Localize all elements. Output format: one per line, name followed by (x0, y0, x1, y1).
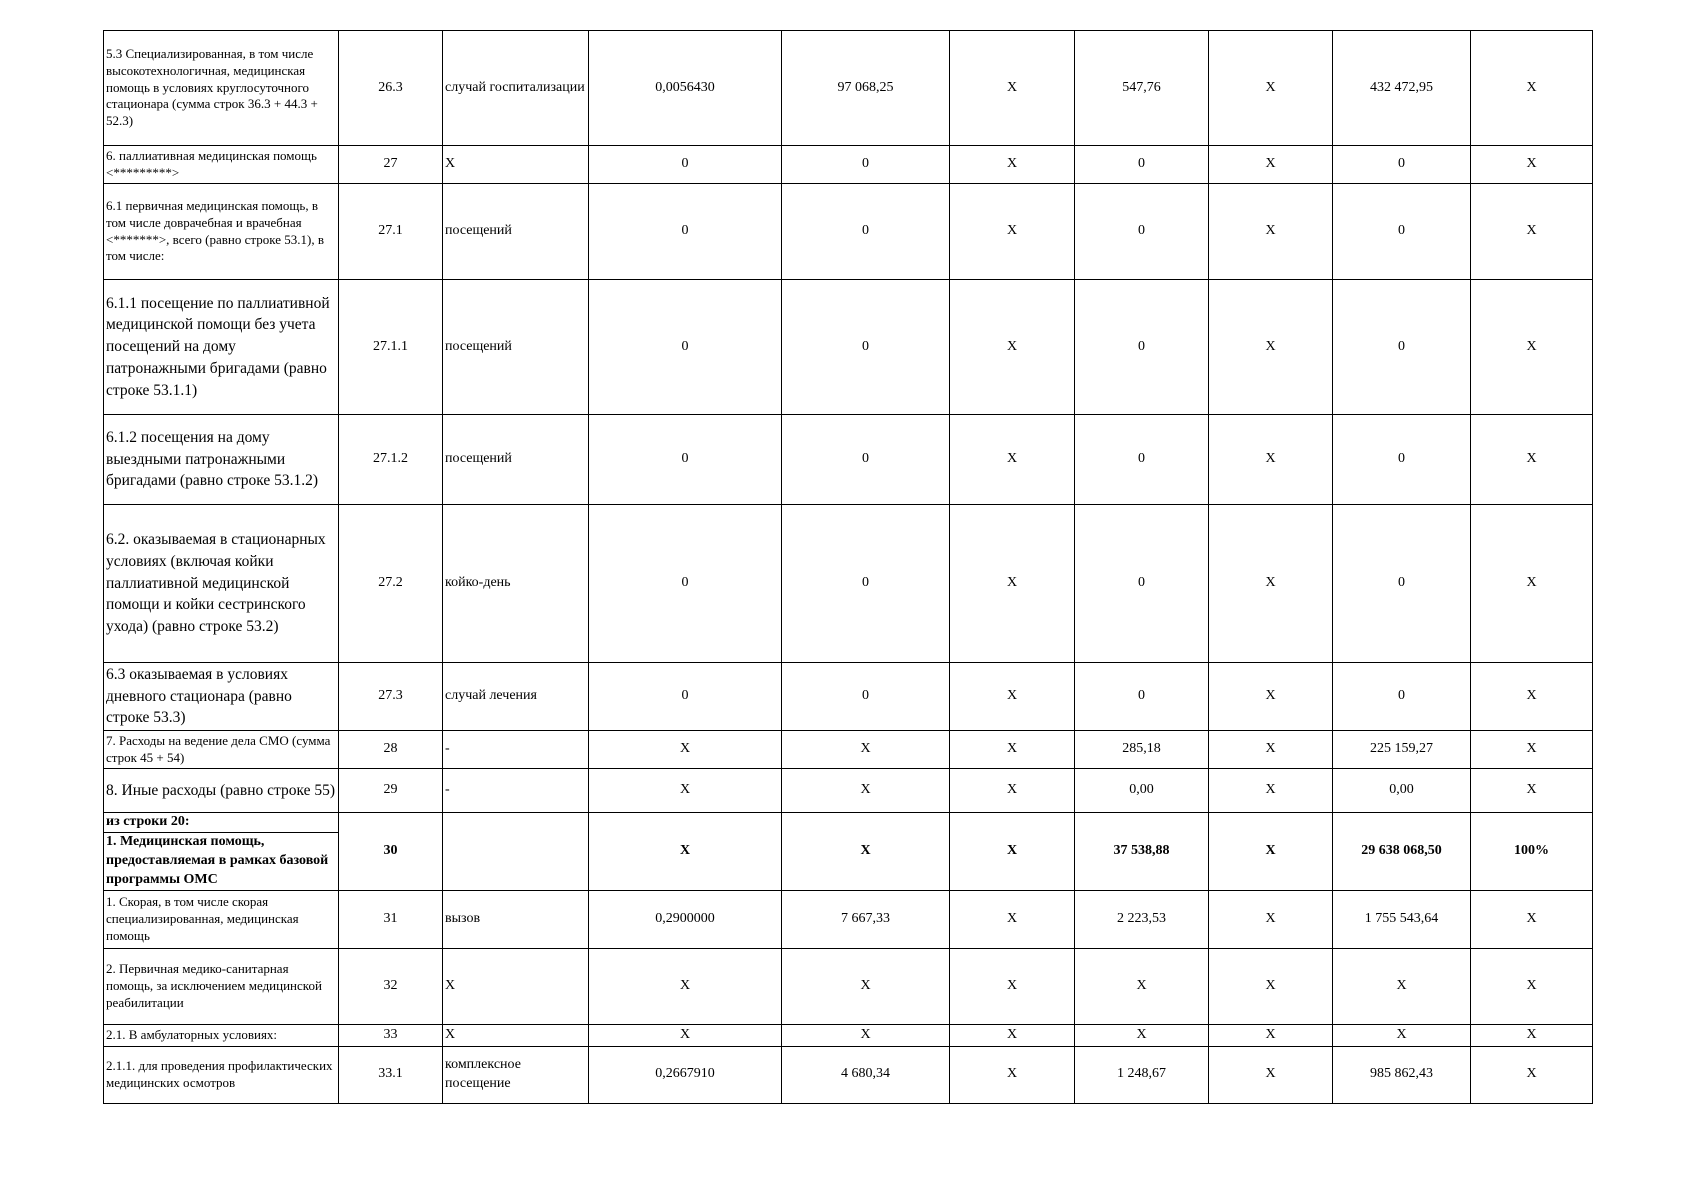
cell-total-oms: 1 755 543,64 (1333, 890, 1471, 948)
cell-row-label: 5.3 Специализированная, в том числе высокотехнологичная, медицинская помощь в условиях круглосуточного стационара (сумма строк 36.3 + 44.3 + 52.3) (104, 31, 339, 146)
cell-per-capita-budget: X (950, 731, 1075, 769)
cell-share: X (1471, 280, 1593, 415)
cell-share: X (1471, 769, 1593, 813)
cell-row-code: 30 (339, 813, 443, 891)
cell-norm-cost: X (782, 948, 950, 1024)
cell-per-capita-budget: X (950, 280, 1075, 415)
cell-per-capita-oms: X (1075, 1024, 1209, 1046)
cell-norm-volume: X (589, 813, 782, 891)
cell-total-oms: 985 862,43 (1333, 1046, 1471, 1103)
cell-unit: X (443, 146, 589, 184)
cell-total-budget: X (1209, 31, 1333, 146)
table-body (104, 31, 1593, 1104)
cell-row-code: 33 (339, 1024, 443, 1046)
cell-total-oms: X (1333, 1024, 1471, 1046)
cell-row-label: 6.3 оказываемая в условиях дневного стационара (равно строке 53.3) (104, 663, 339, 731)
cell-per-capita-oms: 0 (1075, 280, 1209, 415)
cell-row-label: 7. Расходы на ведение дела СМО (сумма строк 45 + 54) (104, 731, 339, 769)
cell-unit: X (443, 1024, 589, 1046)
cell-share: X (1471, 731, 1593, 769)
cell-row-code: 31 (339, 890, 443, 948)
cell-row-code: 27.1.1 (339, 280, 443, 415)
cell-share: X (1471, 1024, 1593, 1046)
cell-norm-volume: 0,2900000 (589, 890, 782, 948)
cell-total-oms: X (1333, 948, 1471, 1024)
cell-row-code: 33.1 (339, 1046, 443, 1103)
cell-norm-cost: 0 (782, 184, 950, 280)
cell-norm-cost: 4 680,34 (782, 1046, 950, 1103)
cell-total-budget: X (1209, 948, 1333, 1024)
table-row (104, 890, 1593, 948)
cell-norm-volume: 0,2667910 (589, 1046, 782, 1103)
cell-share: X (1471, 415, 1593, 505)
cell-total-oms: 0 (1333, 146, 1471, 184)
cell-unit: посещений (443, 184, 589, 280)
cell-unit (443, 813, 589, 891)
table-row (104, 31, 1593, 146)
cell-unit: - (443, 769, 589, 813)
cell-unit: - (443, 731, 589, 769)
cell-per-capita-budget: X (950, 1024, 1075, 1046)
table-row (104, 415, 1593, 505)
cell-per-capita-oms: X (1075, 948, 1209, 1024)
cell-norm-volume: 0 (589, 415, 782, 505)
cell-share: 100% (1471, 813, 1593, 891)
cell-share: X (1471, 890, 1593, 948)
cell-unit: посещений (443, 280, 589, 415)
cell-norm-volume: 0 (589, 184, 782, 280)
cell-total-oms: 0,00 (1333, 769, 1471, 813)
cell-total-budget: X (1209, 1046, 1333, 1103)
cell-per-capita-budget: X (950, 184, 1075, 280)
cell-total-budget: X (1209, 813, 1333, 891)
table-row (104, 146, 1593, 184)
cell-share: X (1471, 1046, 1593, 1103)
cell-per-capita-oms: 547,76 (1075, 31, 1209, 146)
cell-row-label (104, 813, 339, 891)
cell-per-capita-budget: X (950, 890, 1075, 948)
cell-share: X (1471, 146, 1593, 184)
cell-norm-cost: 97 068,25 (782, 31, 950, 146)
cell-total-oms: 0 (1333, 505, 1471, 663)
cell-row-label: 2.1. В амбулаторных условиях: (104, 1024, 339, 1046)
cell-unit: посещений (443, 415, 589, 505)
cell-share: X (1471, 184, 1593, 280)
cell-row-label: 6.2. оказываемая в стационарных условиях (включая койки паллиативной медицинской помощи и койки сестринского ухода) (равно строке 53.2) (104, 505, 339, 663)
cell-per-capita-oms: 1 248,67 (1075, 1046, 1209, 1103)
cell-row-label: 2.1.1. для проведения профилактических медицинских осмотров (104, 1046, 339, 1103)
data-table (103, 30, 1593, 1104)
cell-total-budget: X (1209, 415, 1333, 505)
cell-total-budget: X (1209, 731, 1333, 769)
cell-total-oms: 0 (1333, 280, 1471, 415)
cell-total-budget: X (1209, 505, 1333, 663)
cell-total-budget: X (1209, 146, 1333, 184)
cell-share: X (1471, 505, 1593, 663)
cell-row-label: 6.1.1 посещение по паллиативной медицинской помощи без учета посещений на дому патронажными бригадами (равно строке 53.1.1) (104, 280, 339, 415)
table-row (104, 663, 1593, 731)
cell-norm-cost: 0 (782, 663, 950, 731)
cell-total-oms: 0 (1333, 184, 1471, 280)
cell-row-label: 2. Первичная медико-санитарная помощь, за исключением медицинской реабилитации (104, 948, 339, 1024)
cell-total-budget: X (1209, 769, 1333, 813)
table-row (104, 731, 1593, 769)
cell-per-capita-oms: 285,18 (1075, 731, 1209, 769)
cell-per-capita-oms: 0 (1075, 146, 1209, 184)
cell-per-capita-budget: X (950, 1046, 1075, 1103)
table-row (104, 769, 1593, 813)
cell-per-capita-budget: X (950, 948, 1075, 1024)
cell-norm-volume: 0 (589, 505, 782, 663)
cell-per-capita-budget: X (950, 146, 1075, 184)
cell-norm-cost: X (782, 1024, 950, 1046)
cell-per-capita-oms: 37 538,88 (1075, 813, 1209, 891)
cell-total-oms: 0 (1333, 663, 1471, 731)
cell-unit: вызов (443, 890, 589, 948)
table-row (104, 1024, 1593, 1046)
cell-unit: койко-день (443, 505, 589, 663)
cell-total-oms: 432 472,95 (1333, 31, 1471, 146)
table-row (104, 1046, 1593, 1103)
cell-norm-cost: 0 (782, 146, 950, 184)
cell-total-budget: X (1209, 280, 1333, 415)
cell-norm-volume: X (589, 948, 782, 1024)
cell-total-budget: X (1209, 890, 1333, 948)
cell-total-budget: X (1209, 1024, 1333, 1046)
cell-norm-volume: 0,0056430 (589, 31, 782, 146)
cell-row-label: 1. Скорая, в том числе скорая специализированная, медицинская помощь (104, 890, 339, 948)
cell-per-capita-budget: X (950, 813, 1075, 891)
cell-unit: X (443, 948, 589, 1024)
cell-per-capita-budget: X (950, 663, 1075, 731)
cell-norm-volume: X (589, 769, 782, 813)
section-title: 1. Медицинская помощь, предоставляемая в рамках базовой программы ОМС (106, 833, 329, 887)
cell-norm-volume: X (589, 1024, 782, 1046)
cell-total-budget: X (1209, 663, 1333, 731)
cell-per-capita-budget: X (950, 769, 1075, 813)
cell-norm-cost: X (782, 769, 950, 813)
cell-row-code: 28 (339, 731, 443, 769)
cell-total-oms: 0 (1333, 415, 1471, 505)
cell-total-oms: 225 159,27 (1333, 731, 1471, 769)
cell-per-capita-budget: X (950, 31, 1075, 146)
cell-total-oms: 29 638 068,50 (1333, 813, 1471, 891)
cell-norm-volume: 0 (589, 280, 782, 415)
cell-row-code: 26.3 (339, 31, 443, 146)
cell-row-code: 27 (339, 146, 443, 184)
table-row (104, 813, 1593, 891)
cell-row-code: 27.1.2 (339, 415, 443, 505)
cell-norm-cost: 0 (782, 415, 950, 505)
cell-row-code: 32 (339, 948, 443, 1024)
cell-per-capita-oms: 0,00 (1075, 769, 1209, 813)
cell-norm-cost: X (782, 731, 950, 769)
table-row (104, 280, 1593, 415)
cell-row-code: 27.1 (339, 184, 443, 280)
cell-row-label: 6.1 первичная медицинская помощь, в том числе доврачебная и врачебная <*******>, всего (равно строке 53.1), в том числе: (104, 184, 339, 280)
cell-share: X (1471, 948, 1593, 1024)
cell-per-capita-oms: 0 (1075, 663, 1209, 731)
cell-per-capita-budget: X (950, 415, 1075, 505)
cell-per-capita-budget: X (950, 505, 1075, 663)
cell-row-label: 8. Иные расходы (равно строке 55) (104, 769, 339, 813)
cell-row-code: 27.2 (339, 505, 443, 663)
table-row (104, 948, 1593, 1024)
table-row (104, 505, 1593, 663)
cell-norm-cost: 0 (782, 505, 950, 663)
cell-share: X (1471, 663, 1593, 731)
cell-total-budget: X (1209, 184, 1333, 280)
cell-row-label: 6.1.2 посещения на дому выездными патронажными бригадами (равно строке 53.1.2) (104, 415, 339, 505)
cell-unit: комплексное посещение (443, 1046, 589, 1103)
section-header: из строки 20: (104, 813, 338, 833)
cell-norm-cost: 7 667,33 (782, 890, 950, 948)
cell-per-capita-oms: 0 (1075, 505, 1209, 663)
cell-per-capita-oms: 2 223,53 (1075, 890, 1209, 948)
cell-norm-volume: 0 (589, 146, 782, 184)
cell-row-code: 27.3 (339, 663, 443, 731)
cell-norm-volume: X (589, 731, 782, 769)
cell-norm-cost: X (782, 813, 950, 891)
cell-unit: случай госпитализации (443, 31, 589, 146)
cell-norm-volume: 0 (589, 663, 782, 731)
cell-per-capita-oms: 0 (1075, 415, 1209, 505)
table-row (104, 184, 1593, 280)
cell-share: X (1471, 31, 1593, 146)
cell-row-code: 29 (339, 769, 443, 813)
cell-norm-cost: 0 (782, 280, 950, 415)
cell-row-label: 6. паллиативная медицинская помощь <*********> (104, 146, 339, 184)
cell-unit: случай лечения (443, 663, 589, 731)
cell-per-capita-oms: 0 (1075, 184, 1209, 280)
